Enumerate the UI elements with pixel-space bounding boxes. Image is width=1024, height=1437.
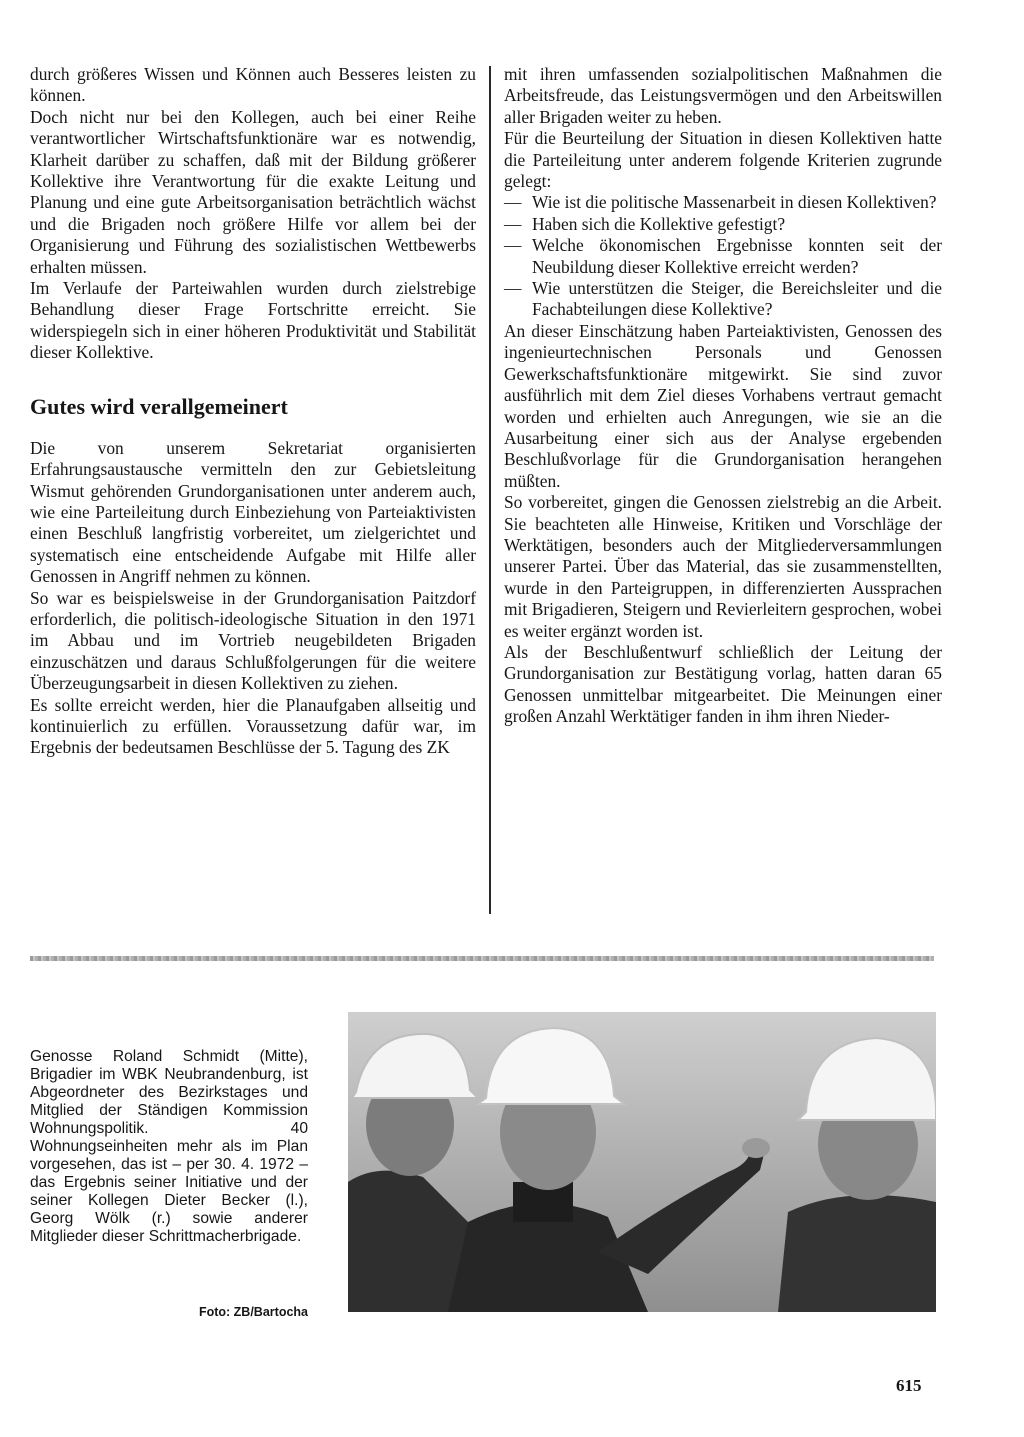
dash-marker: — xyxy=(504,213,522,234)
dash-marker: — xyxy=(504,278,522,299)
criteria-text: Wie ist die politische Massenarbeit in diesen Kollektiven? xyxy=(532,192,937,213)
left-column xyxy=(30,64,476,759)
right-paragraph-4: So vorbereitet, gingen die Genossen zielstrebig an die Arbeit. Sie beachteten alle Hinweise, Kritiken und Vorschläge der Werktätigen, besonders auch der Mitgliederversammlungen unserer Partei. Über das Material, das sie zusammenstellten, wurde in den Parteigruppen, in differenzierten Aussprachen mit Brigadieren, Steigern und Revierleitern gesprochen, wobei es weiter ergänzt worden ist. xyxy=(504,492,942,641)
right-paragraph-5: Als der Beschlußentwurf schließlich der Leitung der Grundorganisation zur Bestätigung vorlag, hatten daran 65 Genossen unmittelbar mitgearbeitet. Die Meinungen einer großen Anzahl Werktätiger fanden in ihm ihren Nieder- xyxy=(504,641,942,727)
section-heading: Gutes wird verallgemeinert xyxy=(30,393,288,419)
horizontal-divider xyxy=(30,956,934,961)
criteria-text: Haben sich die Kollektive gefestigt? xyxy=(532,213,786,234)
left-paragraph-5: So war es beispielsweise in der Grundorganisation Paitzdorf erforderlich, die politisch-ideologische Situation in den 1971 im Abbau und im Vortrieb neugebildeten Brigaden einzuschätzen und daraus Schlußfolgerungen für die weitere Überzeugungsarbeit in diesen Kollektiven zu ziehen. xyxy=(30,587,476,694)
left-paragraph-1: durch größeres Wissen und Können auch Besseres leisten zu können. xyxy=(30,64,476,106)
dash-marker: — xyxy=(504,235,522,256)
criteria-item xyxy=(504,278,942,321)
workers-photo xyxy=(348,1012,936,1312)
photo-credit: Foto: ZB/Bartocha xyxy=(198,1305,308,1319)
page-number: 615 xyxy=(896,1376,922,1395)
right-column xyxy=(504,64,942,728)
left-paragraph-6: Es sollte erreicht werden, hier die Planaufgaben allseitig und kontinuierlich zu erfüllen. Voraussetzung dafür war, im Ergebnis der bedeutsamen Beschlüsse der 5. Tagung des ZK xyxy=(30,694,476,758)
criteria-item xyxy=(504,214,942,235)
criteria-text: Wie unterstützen die Steiger, die Bereichsleiter und die Fachabteilungen diese Kollektive? xyxy=(532,278,942,320)
photo-illustration xyxy=(348,1012,936,1312)
criteria-item xyxy=(504,235,942,278)
photo-caption: Genosse Roland Schmidt (Mitte), Brigadier im WBK Neubrandenburg, ist Abgeordneter des Bezirkstages und Mitglied der Ständigen Kommission Wohnungspolitik. 40 Wohnungseinheiten mehr als im Plan vorgesehen, das ist – per 30. 4. 1972 – das Ergebnis seiner Initiative und der seiner Kollegen Dieter Becker (l.), Georg Wölk (r.) sowie anderer Mitglieder dieser Schrittmacherbrigade. xyxy=(30,1048,308,1245)
left-paragraph-2: Doch nicht nur bei den Kollegen, auch bei einer Reihe verantwortlicher Wirtschaftsfunktionäre war es notwendig, Klarheit darüber zu schaffen, daß mit der Bildung größerer Kollektive ihre Verantwortung für die exakte Leitung und Planung und eine gute Arbeitsorganisation beträchtlich wächst und die Brigaden noch größere Hilfe vor allem bei der Organisierung und Führung des sozialistischen Wettbewerbs erhalten müssen. xyxy=(30,106,476,277)
right-paragraph-2: Für die Beurteilung der Situation in diesen Kollektiven hatte die Parteileitung unter anderem folgende Kriterien zugrunde gelegt: xyxy=(504,128,942,192)
criteria-item xyxy=(504,192,942,213)
right-paragraph-1: mit ihren umfassenden sozialpolitischen Maßnahmen die Arbeitsfreude, das Leistungsvermögen und den Arbeitswillen aller Brigaden weiter zu heben. xyxy=(504,64,942,127)
criteria-text: Welche ökonomischen Ergebnisse konnten seit der Neubildung dieser Kollektive erreicht werden? xyxy=(532,235,942,277)
criteria-list xyxy=(504,192,942,320)
left-paragraph-4: Die von unserem Sekretariat organisierten Erfahrungsaustausche vermitteln den zur Gebietsleitung Wismut gehörenden Grundorganisationen unter anderem auch, wie eine Parteileitung durch Einbeziehung von Parteiaktivisten einen Beschluß langfristig vorbereitet, um zielgerichtet und systematisch eine entscheidende Aufgabe mit Hilfe aller Genossen in Angriff nehmen zu können. xyxy=(30,437,476,587)
dash-marker: — xyxy=(504,192,522,213)
column-divider xyxy=(489,66,491,914)
right-paragraph-3: An dieser Einschätzung haben Parteiaktivisten, Genossen des ingenieurtechnischen Personals und Genossen Gewerkschaftsfunktionäre mitgewirkt. Sie sind zuvor ausführlich mit dem Ziel dieses Vorhabens vertraut gemacht worden und erhielten auch Anregungen, wie sie an die Ausarbeitung einer sich aus der Analyse ergebenden Beschlußvorlage für die Grundorganisation herangehen müßten. xyxy=(504,320,942,491)
left-paragraph-3: Im Verlaufe der Parteiwahlen wurden durch zielstrebige Behandlung dieser Frage Fortschritte erreicht. Sie widerspiegeln sich in einer höheren Produktivität und Stabilität dieser Kollektive. xyxy=(30,278,476,363)
